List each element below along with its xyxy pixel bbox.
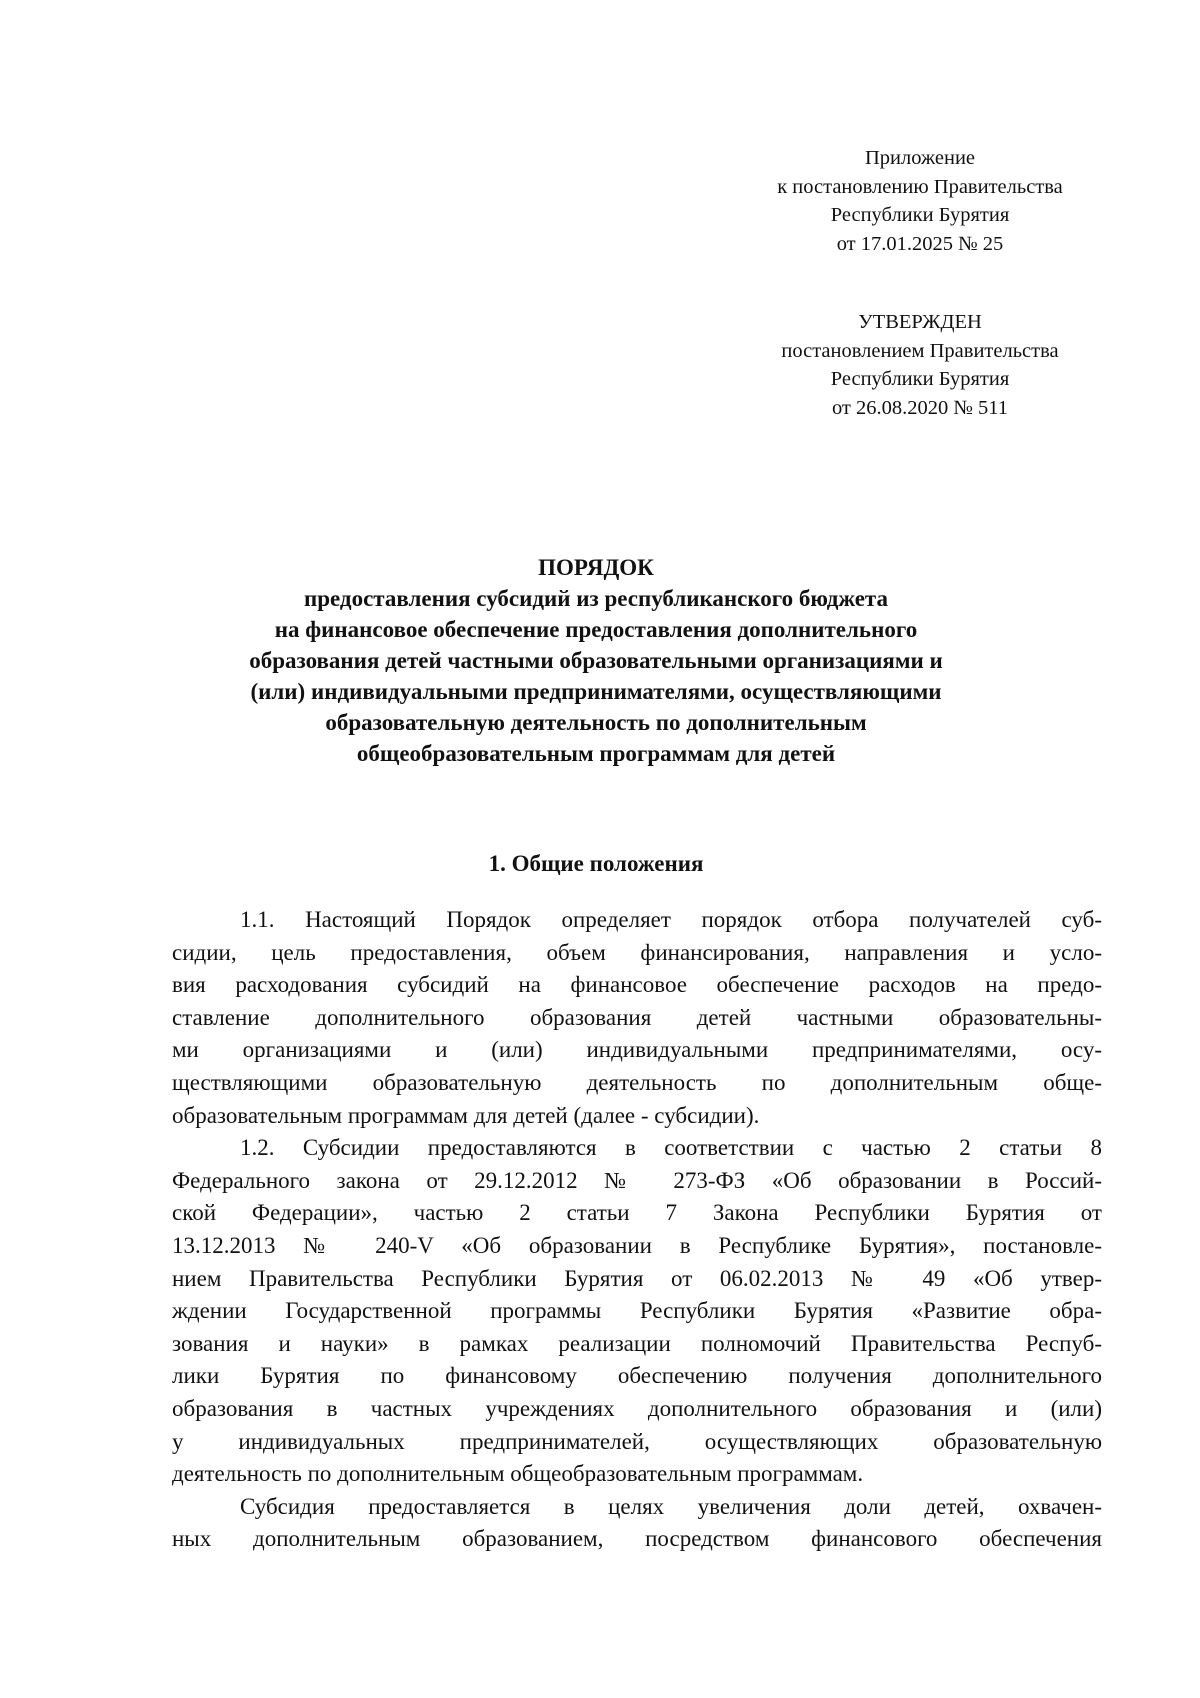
title-line: на финансовое обеспечение предоставления дополнительного xyxy=(274,617,918,642)
title-line: предоставления субсидий из республиканского бюджета xyxy=(303,586,888,611)
title-line: образования детей частными образовательными организациями и xyxy=(249,648,943,673)
title-line: (или) индивидуальными предпринимателями, осуществляющими xyxy=(250,679,942,704)
paragraph-line: зования и науки» в рамках реализации полномочий Правительства Респуб- xyxy=(172,1330,1102,1356)
paragraph-line: лики Бурятия по финансовому обеспечению получения дополнительного xyxy=(172,1363,1102,1389)
paragraph-line: ществляющими образовательную деятельность по дополнительным обще- xyxy=(172,1069,1102,1095)
approved-line: от 26.08.2020 № 511 xyxy=(831,396,1009,419)
paragraph-1-1 xyxy=(172,904,1102,1132)
paragraph-line: 13.12.2013 № 240-V «Об образовании в Республике Бурятия», постановле- xyxy=(172,1232,1102,1258)
approved-line: УТВЕРЖДЕН xyxy=(858,311,982,333)
paragraph-line: ской Федерации», частью 2 статьи 7 Закона Республики Бурятия от xyxy=(172,1200,1102,1226)
approved-line: постановлением Правительства xyxy=(781,339,1059,362)
paragraph-line: Субсидия предоставляется в целях увеличения доли детей, охвачен- xyxy=(240,1493,1102,1519)
section-heading: 1. Общие положения xyxy=(488,851,704,876)
appendix-line: от 17.01.2025 № 25 xyxy=(836,232,1004,255)
paragraph-line: образования в частных учреждениях дополнительного образования и (или) xyxy=(172,1395,1102,1421)
title-line: образовательную деятельность по дополнительным xyxy=(325,710,867,735)
appendix-line: к постановлению Правительства xyxy=(777,175,1063,198)
paragraph-line: 1.1. Настоящий Порядок определяет порядок отбора получателей суб- xyxy=(240,907,1102,932)
paragraph-line: ждении Государственной программы Республики Бурятия «Развитие обра- xyxy=(172,1298,1102,1324)
title-heading: ПОРЯДОК xyxy=(538,555,654,580)
paragraph-line: деятельность по дополнительным общеобразовательным программам. xyxy=(172,1461,864,1487)
paragraph-subsidy-purpose xyxy=(172,1491,1102,1556)
paragraph-line: ных дополнительным образованием, посредством финансового обеспечения xyxy=(172,1526,1102,1552)
paragraph-line: ставление дополнительного образования детей частными образовательны- xyxy=(172,1004,1102,1030)
document-title xyxy=(90,552,1102,769)
approved-stamp xyxy=(740,308,1100,422)
paragraph-line: ми организациями и (или) индивидуальными предпринимателями, осу- xyxy=(172,1037,1102,1063)
paragraph-line: 1.2. Субсидии предоставляются в соответствии с частью 2 статьи 8 xyxy=(240,1135,1102,1161)
paragraph-line: вия расходования субсидий на финансовое обеспечение расходов на предо- xyxy=(172,972,1102,998)
body-text xyxy=(172,904,1102,1556)
paragraph-line: образовательным программам для детей (далее - субсидии). xyxy=(172,1102,760,1128)
appendix-stamp xyxy=(740,144,1100,258)
paragraph-1-2 xyxy=(172,1132,1102,1491)
appendix-line: Республики Бурятия xyxy=(830,204,1010,226)
approved-line: Республики Бурятия xyxy=(830,368,1010,390)
paragraph-line: нием Правительства Республики Бурятия от 06.02.2013 № 49 «Об утвер- xyxy=(172,1265,1102,1291)
title-line: общеобразовательным программам для детей xyxy=(356,741,836,766)
paragraph-line: сидии, цель предоставления, объем финансирования, направления и усло- xyxy=(172,939,1102,965)
paragraph-line: Федерального закона от 29.12.2012 № 273-ФЗ «Об образовании в Россий- xyxy=(172,1167,1102,1193)
appendix-line: Приложение xyxy=(864,147,976,169)
paragraph-line: у индивидуальных предпринимателей, осуществляющих образовательную xyxy=(172,1428,1102,1454)
